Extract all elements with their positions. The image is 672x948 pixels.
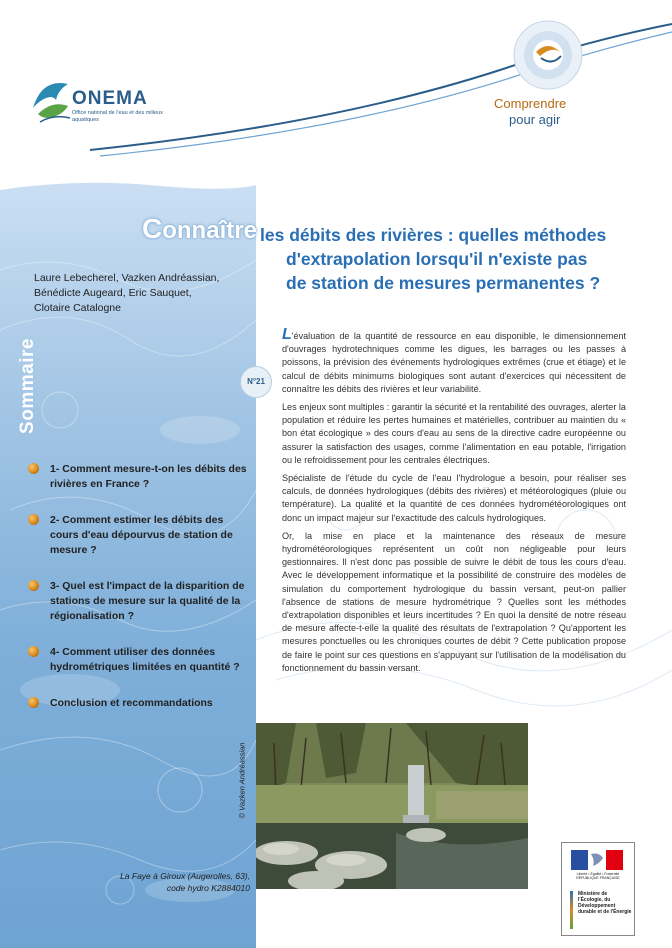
- toc-item[interactable]: [28, 513, 253, 558]
- bullet-icon: [28, 463, 39, 474]
- bullet-icon: [28, 514, 39, 525]
- bullet-icon: [28, 697, 39, 708]
- org-name: ONEMA: [72, 88, 148, 109]
- bullet-icon: [28, 646, 39, 657]
- toc-item-label: 1- Comment mesure-t-on les débits des rivières en France ?: [50, 463, 247, 490]
- title-line: de station de mesures permanentes ?: [286, 273, 601, 293]
- caption-line: code hydro K2884010: [166, 883, 250, 893]
- toc-item-label: 3- Quel est l'impact de la disparition de stations de mesure sur la qualité de la régionalisation ?: [50, 580, 245, 622]
- photo-credit: [234, 722, 246, 842]
- body-paragraph: Spécialiste de l'étude du cycle de l'eau l'hydrologue a besoin, pour réaliser ses calculs, de données hydrologiques (débits des rivières) et météorologiques (pluie ou température). La qualité et la quantité de ces données hydrométéorologiques ont donc un impact majeur sur l'exactitude des calculs hydrologiques.: [282, 473, 626, 523]
- photo-credit-text: © Vazken Andréassian: [237, 742, 247, 819]
- ministry-color-bar: [570, 891, 573, 929]
- toc-item[interactable]: [28, 579, 253, 624]
- sommaire-heading: [18, 335, 42, 445]
- bullet-icon: [28, 580, 39, 591]
- ministry-name: Ministère de l'Écologie, du Développement durable et de l'Énergie: [578, 891, 632, 915]
- ministry-logo: [561, 842, 635, 936]
- caption-line: La Faye à Giroux (Augerolles, 63),: [120, 871, 250, 881]
- body-paragraph: L'évaluation de la quantité de ressource en eau disponible, le dimensionnement d'ouvrages hydrotechniques comme les digues, les barrages ou les passes à poissons, la prévision des événements hydrologiques extrêmes (crue et étiage) et le calcul de débits minimums biologiques sont autant d'exercices qui nécessitent de connaître les débits des rivières et leur variabilité.: [282, 326, 626, 394]
- body-paragraph: Les enjeux sont multiples : garantir la sécurité et la rentabilité des ouvrages, alerter la population et réduire les pertes humaines et matérielles, contribuer au maintien du « bon état écologique » des cours d'eau au sens de la directive cadre européenne ou assurer la satisfaction des usages, comme l'alimentation en eau potable, l'irrigation ou le refroidissement pour les centrales électriques.: [282, 402, 626, 465]
- tagline-line1: Comprendre: [494, 96, 567, 111]
- sommaire-label: Sommaire: [17, 338, 38, 434]
- body-text: [282, 328, 626, 680]
- authors-line: Clotaire Catalogne: [34, 302, 121, 314]
- toc-item-label: 4- Comment utiliser des données hydrométriques limitées en quantité ?: [50, 646, 240, 673]
- toc-item-label: 2- Comment estimer les débits des cours d'eau dépourvus de station de mesure ?: [50, 514, 233, 556]
- drop-cap: L: [282, 326, 292, 343]
- authors-line: Bénédicte Augeard, Eric Sauquet,: [34, 287, 192, 299]
- marianne-flag-icon: [571, 850, 623, 870]
- org-subtitle: Office national de l'eau et des milieux aquatiques: [72, 110, 163, 123]
- toc-item-label: Conclusion et recommandations: [50, 697, 213, 709]
- issue-number-badge: N°21: [240, 366, 272, 398]
- body-paragraph: Or, la mise en place et la maintenance des réseaux de mesure hydrométéorologiques représentent un coût non négligeable pour leurs gestionnaires. Il n'est donc pas possible de suivre le débit de tous les cours d'eau. Avec le développement informatique et la possibilité de construire des modèles de simulation du comportement hydrologique du bassin versant, peut-on pallier l'absence de stations de mesure hydrométrique ? Quelles sont les méthodes d'extrapolation disponibles et leurs incertitudes ? En quoi la densité de notre réseau de mesure affecte-t-elle la qualité des résultats de l'extrapolation ? Qu'apportent les mesures ponctuelles ou les chroniques courtes de débit ? Cette publication propose de faire le point sur ces questions en s'appuyant sur l'utilisation de la modélisation du fonctionnement du bassin versant.: [282, 530, 626, 673]
- authors-line: Laure Lebecherel, Vazken Andréassian,: [34, 272, 220, 284]
- photo-caption: [60, 870, 250, 894]
- republique-francaise-text: Liberté • Égalité • Fraternité RÉPUBLIQUE FRANÇAISE: [576, 872, 620, 880]
- toc-item[interactable]: [28, 645, 253, 675]
- toc-item[interactable]: [28, 462, 253, 492]
- title-lead: Connaître: [142, 213, 257, 244]
- title-line: d'extrapolation lorsqu'il n'existe pas: [286, 249, 588, 269]
- tagline-line2: pour agir: [509, 112, 561, 127]
- river-station-photo: [256, 723, 528, 889]
- title-line: les débits des rivières : quelles méthodes: [260, 225, 607, 245]
- authors: [34, 271, 254, 316]
- table-of-contents: [28, 462, 253, 732]
- toc-item[interactable]: [28, 696, 253, 711]
